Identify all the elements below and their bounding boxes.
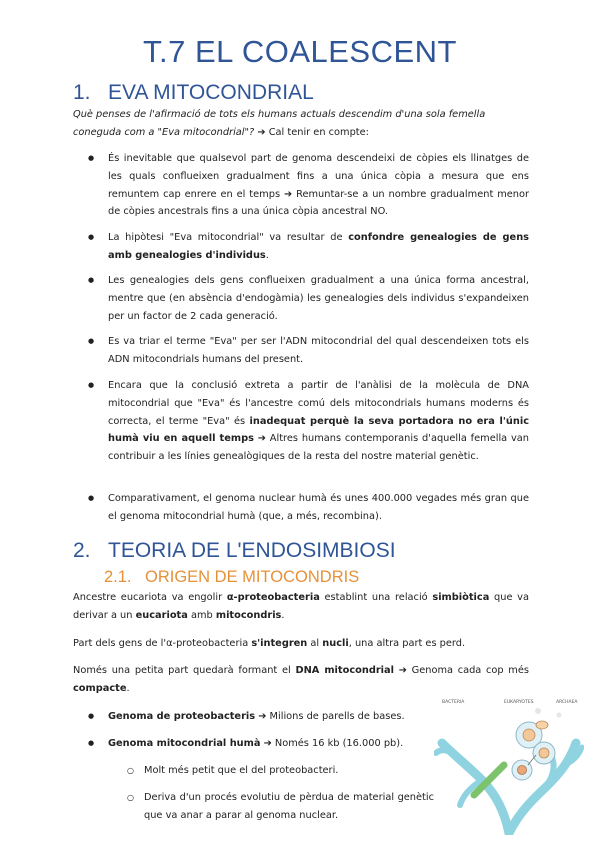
paragraph: Ancestre eucariota va engolir α-proteobacteria establint una relació simbiòtica que va derivar a un eucariota amb mitocondris. — [73, 592, 529, 621]
endosymbiosis-tree-icon — [434, 695, 584, 835]
list-item-text: És inevitable que qualsevol part de genoma descendeixi de còpies els llinatges de les quals conflueixen gradualment fins a una única còpia a mesura que ens remuntem cap enrere en el temps ➔ Remuntar-se a un nombre gradualment menor de còpies ancestrals fins a una única còpia ancestral NO. — [108, 153, 529, 218]
intro-question: Què penses de l'afirmació de tots els humans actuals descendim d'una sola femella coneguda com a "Eva mitocondrial"? — [73, 109, 486, 138]
list-item — [108, 150, 529, 221]
list-item-text: Comparativament, el genoma nuclear humà és unes 400.000 vegades més gran que el genoma mitocondrial humà (que, a més, recombina). — [108, 493, 529, 522]
subsection-number: 2.1. — [104, 568, 132, 586]
list-item-text: ➔ Només 16 kb (16.000 pb). — [260, 738, 404, 749]
list-item-text: Es va triar el terme "Eva" per ser l'ADN mitocondrial del qual descendeixen tots els ADN mitocondrials humans del present. — [108, 336, 529, 365]
page-title: T.7 EL COALESCENT — [142, 34, 457, 69]
list-item-bold: Genoma de proteobacteris — [108, 711, 256, 722]
figure-label-archaea: ARCHAEA — [556, 700, 578, 705]
intro-paragraph — [73, 106, 529, 142]
sub-list-item — [144, 789, 434, 825]
list-item-text: ➔ Milions de parells de bases. — [255, 711, 405, 722]
section-heading-endosymbiosis — [73, 538, 396, 564]
list-item — [108, 490, 529, 526]
list-item-text: ➔ Altres humans contemporanis d'aquella femella van contribuir a les línies genealògiques de la resta del nostre material genètic. — [108, 433, 529, 463]
figure-label-bacteria: BACTERIA — [442, 700, 465, 705]
section-title: EVA MITOCONDRIAL — [108, 81, 314, 104]
list-item-bold: confondre genealogies de gens amb genealogies d'individus — [108, 232, 529, 261]
list-item — [108, 229, 529, 265]
section-number: 1. — [73, 81, 91, 104]
list-item-text: . — [265, 249, 269, 261]
sub-list-item — [144, 762, 424, 780]
figure-label-eukaryotes: EUKARYOTES — [504, 700, 534, 705]
list-item — [108, 272, 529, 325]
list-item — [108, 708, 418, 726]
endosymbiosis-figure — [434, 695, 584, 835]
list-item — [108, 735, 418, 753]
paragraph: Només una petita part quedarà formant el DNA mitocondrial ➔ Genoma cada cop més compacte. — [73, 665, 529, 694]
intro-rest: Cal tenir en compte: — [268, 126, 369, 138]
arrow: ➔ — [254, 126, 269, 138]
list-item-bold: inadequat perquè la seva portadora no era l'únic humà viu en aquell temps — [108, 415, 529, 445]
sub-list-item-text: Deriva d'un procés evolutiu de pèrdua de material genètic que va anar a parar al genoma nuclear. — [144, 792, 434, 821]
sub-list-item-text: Molt més petit que el del proteobacteri. — [144, 765, 339, 776]
list-item-text: La hipòtesi "Eva mitocondrial" va resultar de — [108, 232, 349, 243]
list-item — [108, 377, 529, 466]
list-item-text: Les genealogies dels gens conflueixen gradualment a una única forma ancestral, mentre que (en absència d'endogàmia) les genealogies dels individus s'expandeixen per un factor de 2 cada generació. — [108, 275, 529, 322]
section-number: 2. — [73, 539, 91, 562]
paragraph: Part dels gens de l'α-proteobacteria s'integren al nucli, una altra part es perd. — [73, 638, 466, 649]
subsection-title: ORIGEN DE MITOCONDRIS — [145, 568, 360, 586]
subsection-heading — [104, 566, 359, 588]
list-item-text: Encara que la conclusió extreta a partir de l'anàlisi de la molècula de DNA mitocondrial que "Eva" és l'ancestre comú dels mitocondrials humans moderns és correcta, el terme "Eva" és — [108, 380, 529, 427]
list-item — [108, 333, 529, 369]
list-item-bold: Genoma mitocondrial humà — [108, 738, 261, 749]
section-heading-eva — [73, 80, 314, 106]
section-title: TEORIA DE L'ENDOSIMBIOSI — [108, 539, 396, 562]
